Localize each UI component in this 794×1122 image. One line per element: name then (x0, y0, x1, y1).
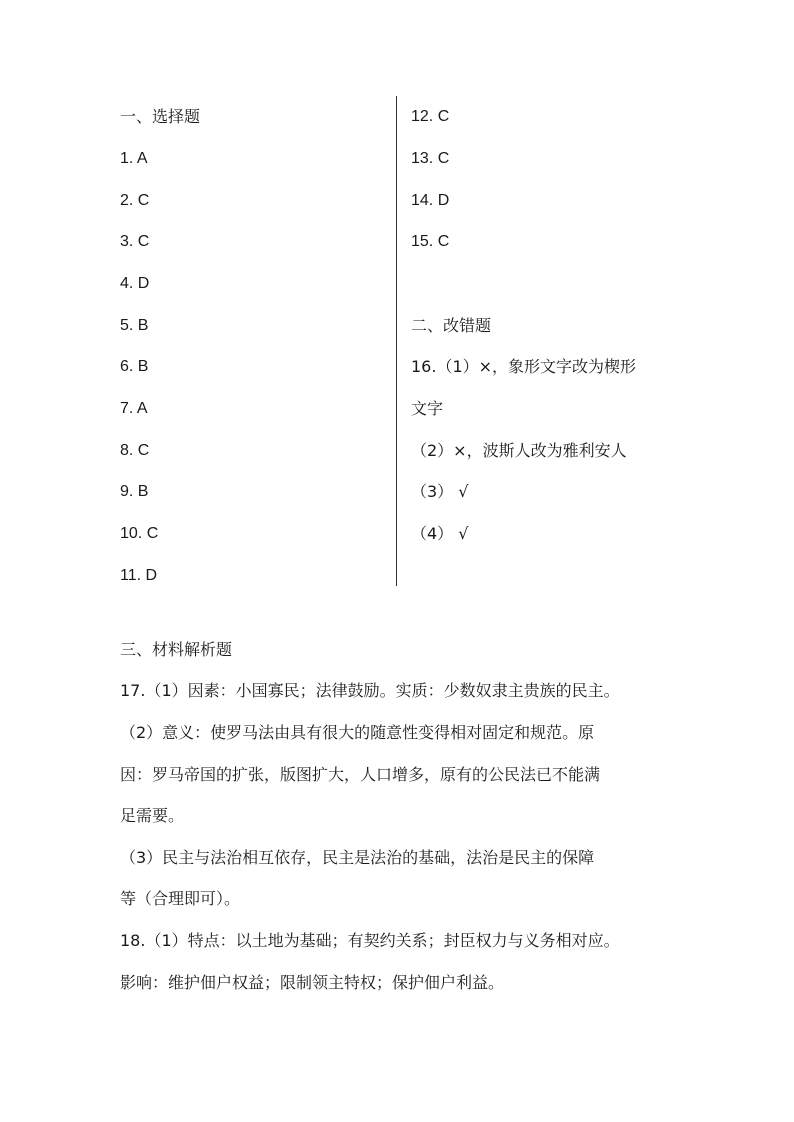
answer-9: 9. B (120, 483, 149, 500)
answer-13: 13. C (411, 150, 450, 167)
section-3-title: 三、材料解析题 (120, 640, 233, 659)
answer-15: 15. C (411, 233, 450, 250)
q16-part4: （4） √ (411, 524, 469, 543)
q17-line: （3）民主与法治相互依存，民主是法治的基础，法治是民主的保障 (120, 848, 595, 867)
q17-line: 17.（1）因素：小国寡民；法律鼓励。实质：少数奴隶主贵族的民主。 (120, 681, 620, 700)
q16-part3: （3） √ (411, 482, 469, 501)
q17-line: 因：罗马帝国的扩张，版图扩大，人口增多，原有的公民法已不能满 (120, 765, 601, 784)
answer-2: 2. C (120, 192, 150, 209)
answer-12: 12. C (411, 108, 450, 125)
q17-line: （2）意义：使罗马法由具有很大的随意性变得相对固定和规范。原 (120, 723, 595, 742)
answer-1: 1. A (120, 150, 148, 167)
q17-line: 等（合理即可）。 (120, 889, 241, 908)
section-2-title: 二、改错题 (411, 316, 492, 335)
q16-part2: （2）×，波斯人改为雅利安人 (411, 441, 627, 460)
answer-11: 11. D (120, 567, 158, 584)
answer-7: 7. A (120, 400, 148, 417)
answer-8: 8. C (120, 442, 150, 459)
q18-line: 影响：维护佃户权益；限制领主特权；保护佃户利益。 (120, 973, 505, 992)
answer-5: 5. B (120, 317, 149, 334)
column-divider (396, 96, 397, 586)
q17-line: 足需要。 (120, 806, 185, 825)
section-1-title: 一、选择题 (120, 107, 201, 126)
answer-14: 14. D (411, 192, 450, 209)
answer-4: 4. D (120, 275, 150, 292)
answer-10: 10. C (120, 525, 159, 542)
q16-part1-line1: 16.（1）×，象形文字改为楔形 (411, 357, 637, 376)
answer-3: 3. C (120, 233, 150, 250)
q16-part1-line2: 文字 (411, 399, 444, 418)
answer-6: 6. B (120, 358, 149, 375)
q18-line: 18.（1）特点：以土地为基础；有契约关系；封臣权力与义务相对应。 (120, 931, 620, 950)
